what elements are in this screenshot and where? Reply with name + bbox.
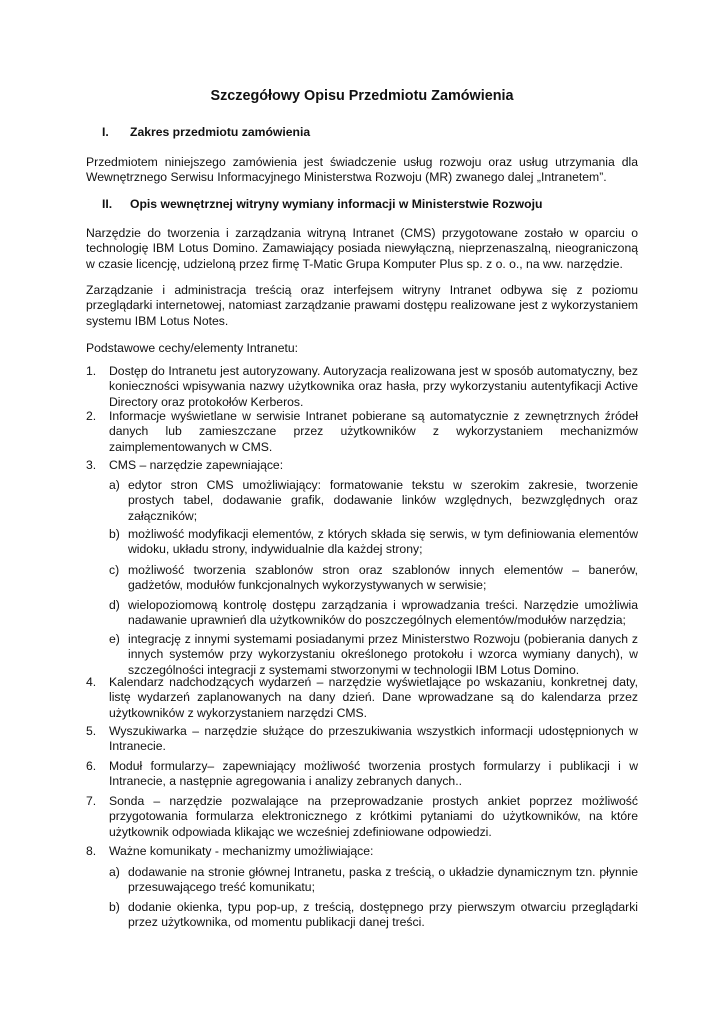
list-item-text: Sonda – narzędzie pozwalające na przeprowadzanie prostych ankiet poprzez możliwość przygotowania formularza elektronicznego z krótkimi pytaniami do użytkowników, na które użytkownik odpowiada klikając we wcześniej zdefiniowane odpowiedzi. <box>109 794 638 839</box>
list-item-text: Wyszukiwarka – narzędzie służące do przeszukiwania wszystkich informacji udostępnionych w Intranecie. <box>109 724 638 754</box>
paragraph-features-intro: Podstawowe cechy/elementy Intranetu: <box>86 341 299 355</box>
list-item-text: Informacje wyświetlane w serwisie Intranet pobierane są automatycznie z zewnętrznych źródeł danych lub zamieszczane przez użytkowników z wykorzystaniem mechanizmów zaimplementowanych w CMS. <box>109 409 638 454</box>
list-number: 5. <box>86 724 97 738</box>
sub-list-text: integrację z innymi systemami posiadanymi przez Ministerstwo Rozwoju (pobierania danych z innych systemów przy wykorzystaniu określonego protokołu i wzorca wymiany danych), w szczególności integracji z systemami stworzonymi w technologii IBM Lotus Domino. <box>128 632 638 677</box>
list-number: 8. <box>86 844 97 858</box>
list-number: 3. <box>86 458 97 472</box>
list-item-text: Moduł formularzy– zapewniający możliwość tworzenia prostych formularzy i publikacji i w Intranecie, a następnie agregowania i analizy zebranych danych.. <box>109 759 638 789</box>
paragraph-cms-technology: Narzędzie do tworzenia i zarządzania witryną Intranet (CMS) przygotowane zostało w oparciu o technologię IBM Lotus Domino. Zamawiający posiada niewyłączną, nieprzenaszalną, nieograniczoną w czasie licencję, udzieloną przez firmę T-Matic Grupa Komputer Plus sp. z o. o., na ww. narzędzie. <box>86 226 638 271</box>
document-title: Szczegółowy Opisu Przedmiotu Zamówienia <box>210 88 514 104</box>
list-item-text: Dostęp do Intranetu jest autoryzowany. Autoryzacja realizowana jest w sposób automatyczny, bez konieczności wpisywania nazwy użytkownika oraz hasła, przy wykorzystaniu autentyfikacji Active Directory oraz protokołów Kerberos. <box>109 364 638 409</box>
list-number: 7. <box>86 794 97 808</box>
list-number: 2. <box>86 409 97 423</box>
sub-list-text: dodawanie na stronie głównej Intranetu, paska z treścią, o układzie dynamicznym tzn. płynnie przesuwającego treść komunikatu; <box>128 865 638 895</box>
list-item-text: Ważne komunikaty - mechanizmy umożliwiające: <box>109 844 374 858</box>
sub-list-text: edytor stron CMS umożliwiający: formatowanie tekstu w szerokim zakresie, tworzenie prostych tabel, dodawanie grafik, dodawanie linków względnych, bezwzględnych oraz załączników; <box>128 478 638 523</box>
sub-list-letter: e) <box>109 632 120 646</box>
list-number: 6. <box>86 759 97 773</box>
list-item-text: CMS – narzędzie zapewniające: <box>109 458 284 472</box>
list-number: 1. <box>86 364 97 378</box>
sub-list-letter: c) <box>109 563 120 577</box>
section-number: II. <box>102 197 113 211</box>
section-title: Opis wewnętrznej witryny wymiany informacji w Ministerstwie Rozwoju <box>130 197 543 211</box>
sub-list-letter: a) <box>109 865 120 879</box>
sub-list-letter: a) <box>109 478 120 492</box>
section-title: Zakres przedmiotu zamówienia <box>130 125 311 139</box>
sub-list-text: możliwość modyfikacji elementów, z których składa się serwis, w tym definiowania elementów widoku, układu strony, indywidualnie dla każdej strony; <box>128 527 638 557</box>
paragraph-scope: Przedmiotem niniejszego zamówienia jest świadczenie usług rozwoju oraz usług utrzymania dla Wewnętrznego Serwisu Informacyjnego Ministerstwa Rozwoju (MR) zwanego dalej „Intranetem”. <box>86 155 638 185</box>
sub-list-text: dodanie okienka, typu pop-up, z treścią, dostępnego przy pierwszym otwarciu przeglądarki przez użytkownika, od momentu publikacji danej treści. <box>128 900 638 930</box>
sub-list-letter: b) <box>109 900 120 914</box>
sub-list-letter: b) <box>109 527 120 541</box>
paragraph-administration: Zarządzanie i administracja treścią oraz interfejsem witryny Intranet odbywa się z poziomu przeglądarki internetowej, natomiast zarządzanie prawami dostępu realizowane jest z wykorzystaniem systemu IBM Lotus Notes. <box>86 283 638 328</box>
sub-list-text: możliwość tworzenia szablonów stron oraz szablonów innych elementów – banerów, gadżetów, modułów funkcjonalnych wykorzystywanych w serwisie; <box>128 563 638 593</box>
section-number: I. <box>102 125 109 139</box>
list-number: 4. <box>86 675 97 689</box>
list-item-text: Kalendarz nadchodzących wydarzeń – narzędzie wyświetlające po wskazaniu, konkretnej daty, listę wydarzeń zaplanowanych na dany dzień. Dane wprowadzane są do kalendarza przez użytkowników z wykorzystaniem narzędzi CMS. <box>109 675 638 720</box>
sub-list-text: wielopoziomową kontrolę dostępu zarządzania i wprowadzania treści. Narzędzie umożliwia nadawanie uprawnień dla użytkowników do poszczególnych elementów/modułów narzędzia; <box>128 598 638 628</box>
sub-list-letter: d) <box>109 598 120 612</box>
